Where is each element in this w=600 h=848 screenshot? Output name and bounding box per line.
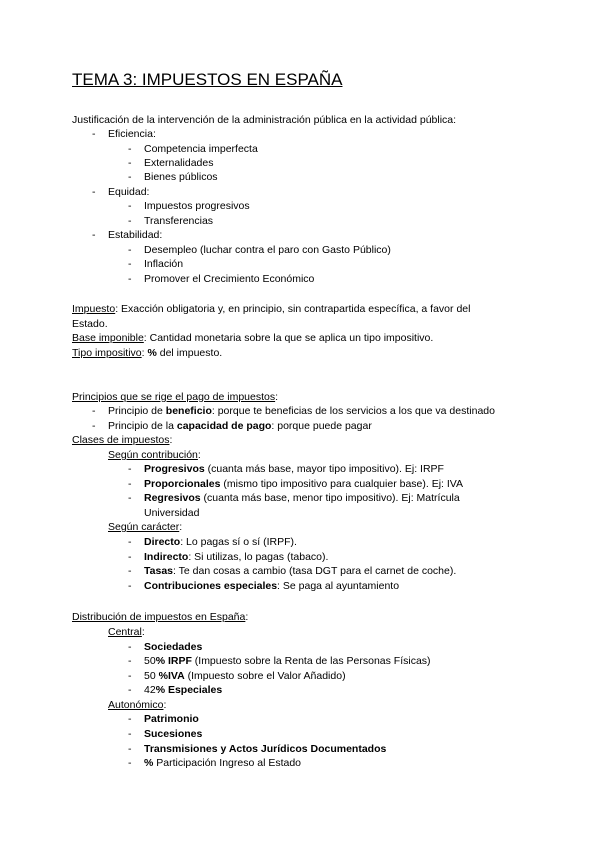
list-item-continuation: Universidad <box>144 507 200 519</box>
subheading-text: Autonómico <box>108 699 164 711</box>
bullet: - <box>92 229 96 241</box>
list-item: Desempleo (luchar contra el paro con Gasto Público) <box>144 244 391 256</box>
list-item: Transferencias <box>144 215 214 227</box>
list-item <box>144 683 222 697</box>
item-text: 42 <box>144 684 156 696</box>
item-text: Principio de <box>108 405 166 417</box>
bullet: - <box>128 244 132 256</box>
item-bold: %IVA <box>158 670 185 682</box>
bullet: - <box>128 492 132 504</box>
clases-heading <box>72 433 172 447</box>
item-text: : Se paga al ayuntamiento <box>277 580 400 592</box>
item-bold: Patrimonio <box>144 713 199 725</box>
item-bold: Tasas <box>144 565 173 577</box>
item-bold: Regresivos <box>144 492 201 504</box>
item-bold: Progresivos <box>144 463 205 475</box>
justificacion-heading: Justificación de la intervención de la administración pública en la actividad pública: <box>72 114 457 126</box>
list-item <box>144 712 199 726</box>
list-item <box>144 477 463 491</box>
bullet: - <box>92 420 96 432</box>
definition-text: Estado. <box>72 318 108 330</box>
subheading-colon: : <box>141 626 145 638</box>
item-bold: beneficio <box>165 405 212 417</box>
item-text: (mismo tipo impositivo para cualquier base). Ej: IVA <box>220 478 464 490</box>
bullet: - <box>128 565 132 577</box>
item-text: 50 <box>144 655 156 667</box>
item-text: : porque te beneficias de los servicios a los que va destinado <box>211 405 495 417</box>
subheading-contribucion <box>108 448 201 462</box>
bullet: - <box>128 713 132 725</box>
bullet: - <box>128 728 132 740</box>
item-bold: Directo <box>144 536 181 548</box>
list-item: Externalidades <box>144 157 214 169</box>
list-item <box>108 419 372 433</box>
bullet: - <box>128 143 132 155</box>
heading-colon: : <box>169 434 173 446</box>
item-text: (Impuesto sobre la Renta de las Personas Físicas) <box>191 655 431 667</box>
group-label-estabilidad: Estabilidad: <box>108 229 163 241</box>
item-text: : porque puede pagar <box>271 420 372 432</box>
definition-text: del impuesto. <box>156 347 223 359</box>
term-base-imponible: Base imponible <box>72 332 144 344</box>
item-text: (cuanta más base, mayor tipo impositivo). Ej: IRPF <box>204 463 444 475</box>
bullet: - <box>128 641 132 653</box>
term-impuesto: Impuesto <box>72 303 116 315</box>
bullet: - <box>128 580 132 592</box>
definition-text: : Cantidad monetaria sobre la que se aplica un tipo impositivo. <box>143 332 434 344</box>
item-text: (cuanta más base, menor tipo impositivo). Ej: Matrícula <box>200 492 460 504</box>
item-bold: Contribuciones especiales <box>144 580 278 592</box>
bullet: - <box>128 463 132 475</box>
item-bold: Transmisiones y Actos Jurídicos Documentados <box>144 743 387 755</box>
heading-colon: : <box>245 611 249 623</box>
definition-text: : Exacción obligatoria y, en principio, sin contrapartida específica, a favor del <box>115 303 471 315</box>
bullet: - <box>128 157 132 169</box>
list-item <box>144 640 202 654</box>
page-title: TEMA 3: IMPUESTOS EN ESPAÑA <box>72 70 343 89</box>
item-bold: Sociedades <box>144 641 203 653</box>
principios-heading <box>72 390 278 404</box>
list-item: Competencia imperfecta <box>144 143 258 155</box>
item-text: Participación Ingreso al Estado <box>153 757 302 769</box>
item-text: (Impuesto sobre el Valor Añadido) <box>184 670 346 682</box>
item-bold: capacidad de pago <box>176 420 272 432</box>
list-item: Bienes públicos <box>144 171 218 183</box>
list-item <box>144 462 444 476</box>
heading-colon: : <box>275 391 279 403</box>
bullet: - <box>128 200 132 212</box>
item-text: : Lo pagas sí o sí (IRPF). <box>180 536 297 548</box>
definition-impuesto <box>72 302 470 316</box>
item-text: 50 <box>144 670 159 682</box>
subheading-central <box>108 625 145 639</box>
definition-tipo-impositivo <box>72 346 222 360</box>
subheading-autonomico <box>108 698 166 712</box>
item-bold: Proporcionales <box>144 478 221 490</box>
list-item <box>144 727 202 741</box>
group-label-equidad: Equidad: <box>108 186 150 198</box>
list-item: Promover el Crecimiento Económico <box>144 273 315 285</box>
heading-text: Clases de impuestos <box>72 434 170 446</box>
bullet: - <box>92 128 96 140</box>
item-text: Principio de la <box>108 420 177 432</box>
definition-base-imponible <box>72 331 433 345</box>
list-item: Inflación <box>144 258 184 270</box>
bullet: - <box>128 478 132 490</box>
distribucion-heading <box>72 610 248 624</box>
subheading-text: Según contribución <box>108 449 198 461</box>
subheading-colon: : <box>179 521 183 533</box>
item-bold: % <box>144 757 154 769</box>
bullet: - <box>128 757 132 769</box>
heading-text: Distribución de impuestos en España <box>72 611 246 623</box>
list-item <box>144 550 328 564</box>
bullet: - <box>128 536 132 548</box>
item-bold: % Especiales <box>155 684 223 696</box>
item-text: : Si utilizas, lo pagas (tabaco). <box>188 551 329 563</box>
bullet: - <box>128 273 132 285</box>
list-item <box>144 535 297 549</box>
list-item <box>144 742 386 756</box>
bullet: - <box>128 684 132 696</box>
list-item <box>144 669 346 683</box>
subheading-colon: : <box>197 449 201 461</box>
subheading-text: Según carácter <box>108 521 180 533</box>
subheading-colon: : <box>163 699 167 711</box>
percent-symbol: % <box>147 347 157 359</box>
heading-text: Principios que se rige el pago de impuestos <box>72 391 276 403</box>
item-text: : Te dan cosas a cambio (tasa DGT para el carnet de coche). <box>173 565 457 577</box>
list-item <box>144 579 399 593</box>
list-item: Impuestos progresivos <box>144 200 250 212</box>
term-tipo-impositivo: Tipo impositivo <box>72 347 142 359</box>
bullet: - <box>92 405 96 417</box>
list-item <box>144 756 301 770</box>
list-item <box>144 491 460 505</box>
bullet: - <box>92 186 96 198</box>
subheading-caracter <box>108 520 182 534</box>
bullet: - <box>128 551 132 563</box>
bullet: - <box>128 670 132 682</box>
bullet: - <box>128 258 132 270</box>
list-item <box>108 404 495 418</box>
bullet: - <box>128 215 132 227</box>
definition-text: : <box>141 347 148 359</box>
subheading-text: Central <box>108 626 142 638</box>
bullet: - <box>128 743 132 755</box>
group-label-eficiencia: Eficiencia: <box>108 128 156 140</box>
list-item <box>144 654 431 668</box>
bullet: - <box>128 655 132 667</box>
item-bold: % IRPF <box>155 655 192 667</box>
bullet: - <box>128 171 132 183</box>
list-item <box>144 564 456 578</box>
item-bold: Indirecto <box>144 551 189 563</box>
item-bold: Sucesiones <box>144 728 203 740</box>
